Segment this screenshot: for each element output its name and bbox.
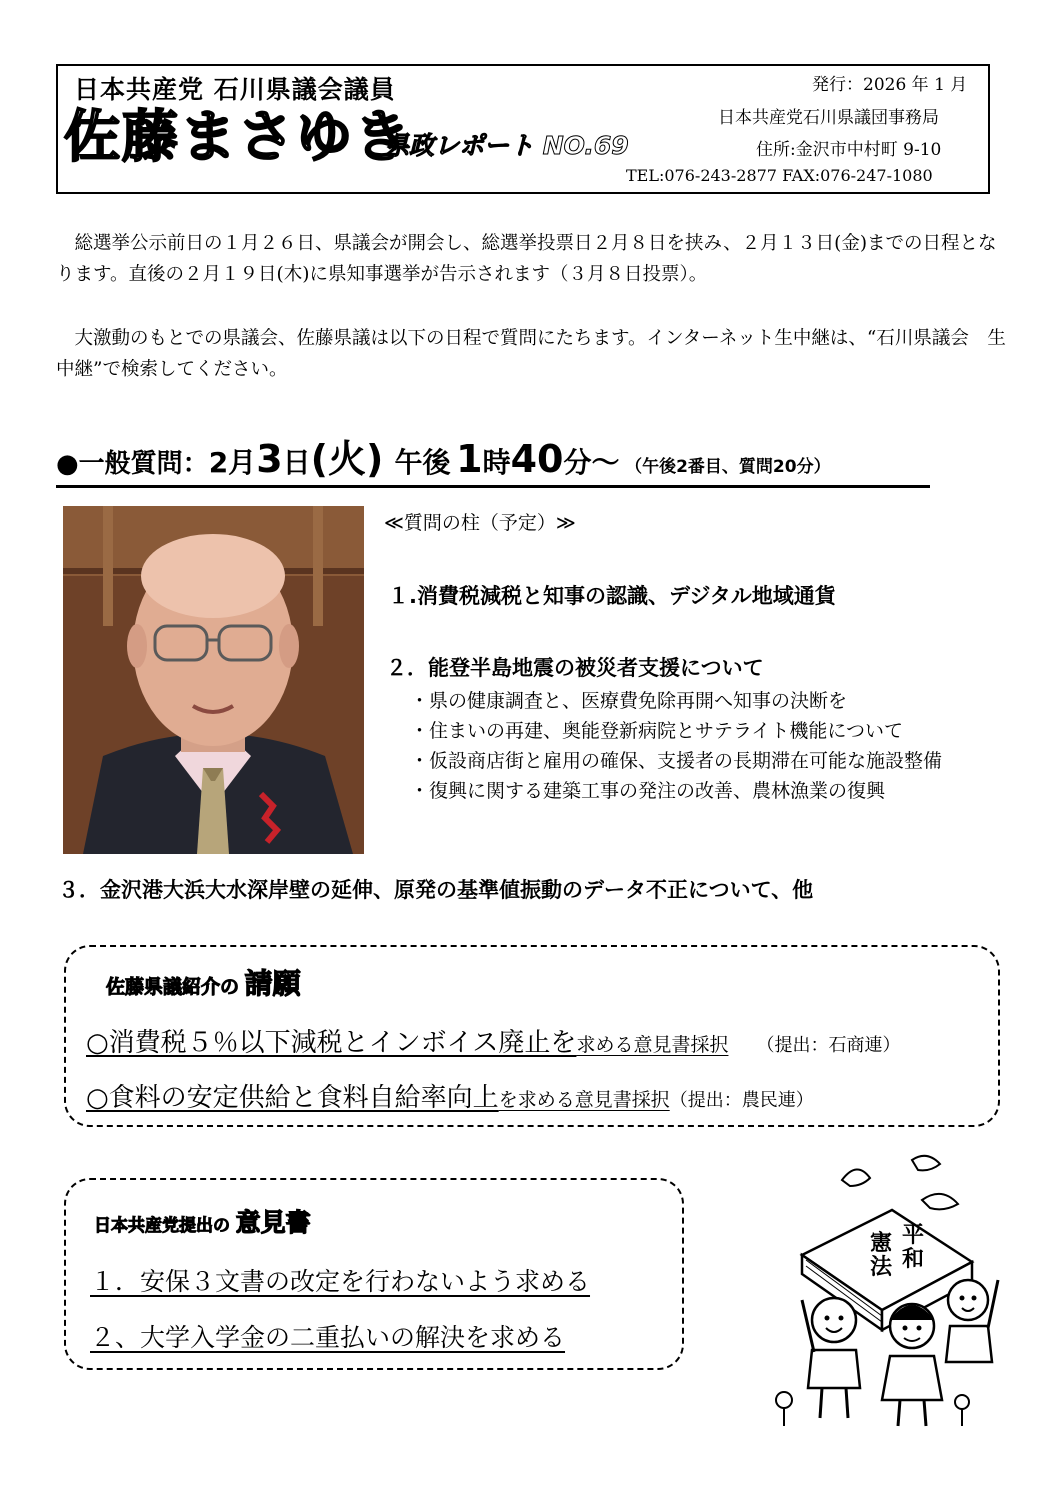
schedule-day-unit: 日 — [282, 446, 311, 479]
report-number: 県政レポート NO.69 — [384, 131, 629, 160]
question-1: １.消費税減税と知事の認識、デジタル地域通貨 — [388, 584, 836, 608]
book-char: 法 — [870, 1255, 893, 1280]
bullet-item: ・仮設商店街と雇用の確保、支援者の長期滞在可能な施設整備 — [410, 750, 943, 772]
petition-submitter: （提出：石商連） — [756, 1035, 901, 1056]
petition-title — [106, 962, 301, 1002]
book-char: 憲 — [870, 1231, 893, 1256]
intro-paragraph-2: 大激動のもとでの県議会、佐藤県議は以下の日程で質問にたちます。インターネット生中継は、“石川県議会 生中継”で検索してください。 — [56, 328, 1006, 380]
questions-heading: ≪質問の柱（予定）≫ — [384, 512, 576, 534]
schedule-minute-unit: 分～ — [563, 446, 620, 479]
bullet-item: ・県の健康調査と、医療費免除再開へ知事の決断を — [410, 690, 848, 712]
schedule-month-unit: 月 — [228, 446, 257, 479]
party-line: 日本共産党 石川県議会議員 — [74, 75, 396, 104]
office-address: 住所:金沢市中村町 9-10 — [756, 140, 942, 160]
opinion-title-small: 日本共産党提出の — [94, 1216, 230, 1236]
petition-tail: 求める意見書採択 — [576, 1034, 729, 1056]
book-char: 平 — [902, 1223, 925, 1248]
office-name: 日本共産党石川県議団事務局 — [718, 108, 939, 128]
schedule-hour: 1 — [456, 437, 483, 481]
children-book-drawing — [762, 1150, 1006, 1430]
schedule-day: 3 — [256, 437, 283, 481]
opinion-item: １．安保３文書の改定を行わないよう求める — [90, 1267, 591, 1296]
petition-title-big: 請願 — [244, 967, 301, 1000]
schedule-note: （午後2番目、質問20分） — [625, 457, 831, 477]
schedule-minute: 40 — [510, 437, 564, 481]
bullet-item: ・住まいの再建、奥能登新病院とサテライト機能について — [410, 720, 904, 742]
question-2: ２．能登半島地震の被災者支援について — [386, 656, 764, 680]
petition-main: ○食料の安定供給と食料自給率向上 — [86, 1083, 499, 1113]
petition-title-small: 佐藤県議紹介の — [106, 976, 240, 998]
opinion-title-big: 意見書 — [235, 1208, 311, 1237]
petition-item — [86, 1022, 900, 1059]
politician-photo — [63, 506, 364, 854]
opinion-item: ２、大学入学金の二重払いの解決を求める — [90, 1323, 566, 1352]
petition-item — [86, 1077, 814, 1114]
schedule-lead: ●一般質問： — [56, 449, 209, 479]
schedule-weekday: (火) — [310, 437, 384, 481]
schedule-month: 2 — [208, 446, 229, 479]
question-3: ３．金沢港大浜大水深岸壁の延伸、原発の基準値振動のデータ不正について、他 — [58, 878, 814, 902]
peace-constitution-illustration — [762, 1150, 1006, 1430]
petition-tail: を求める意見書採択 — [498, 1089, 670, 1111]
contact-numbers: TEL:076-243-2877 FAX:076-247-1080 — [626, 166, 933, 185]
opinion-title — [94, 1203, 311, 1239]
intro-paragraph-1: 総選挙公示前日の１月２６日、県議会が開会し、総選挙投票日２月８日を挟み、２月１３日(金)までの日程となります。直後の２月１９日(木)に県知事選挙が告示されます（３月８日投票）。 — [56, 233, 997, 285]
politician-name: 佐藤まさゆき — [64, 105, 412, 170]
schedule-hour-unit: 時 — [482, 446, 511, 479]
petition-main: ○消費税５％以下減税とインボイス廃止を — [86, 1028, 577, 1058]
question-schedule — [56, 428, 930, 488]
schedule-time-prefix: 午後 — [394, 446, 451, 479]
book-char: 和 — [902, 1247, 925, 1272]
question-2-bullets — [410, 686, 1010, 806]
issue-date: 発行：2026 年 1 月 — [812, 75, 968, 95]
petition-submitter: （提出：農民連） — [669, 1090, 814, 1111]
portrait-image — [63, 506, 364, 854]
bullet-item: ・復興に関する建築工事の発注の改善、農林漁業の復興 — [410, 780, 886, 802]
